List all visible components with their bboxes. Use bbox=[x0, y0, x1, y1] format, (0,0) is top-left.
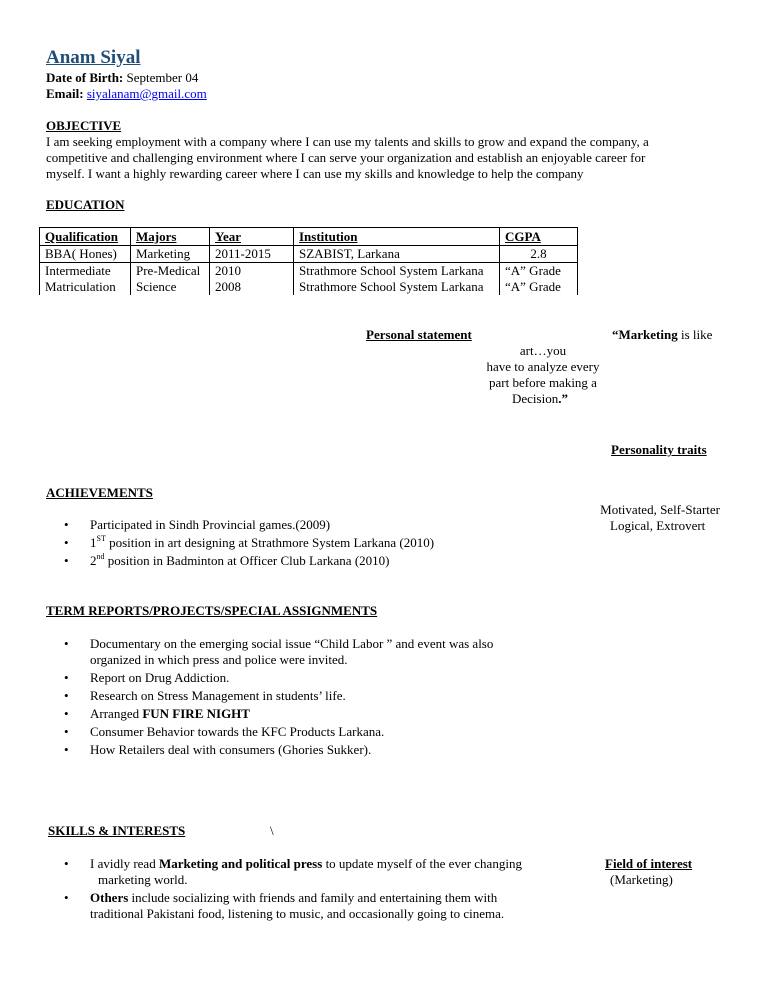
table-row bbox=[40, 279, 578, 295]
cell-year: 2011-2015 bbox=[210, 246, 294, 263]
statement-line-2: have to analyze every bbox=[486, 359, 600, 374]
list-item bbox=[64, 856, 522, 888]
objective-heading: OBJECTIVE bbox=[46, 118, 122, 133]
cell-institution: SZABIST, Larkana bbox=[294, 246, 500, 263]
cell-majors: Pre-Medical bbox=[131, 263, 210, 280]
item-text-cont: organized in which press and police were invited. bbox=[90, 652, 348, 667]
list-item: • Report on Drug Addiction. bbox=[64, 670, 493, 686]
ordinal-suffix: nd bbox=[96, 552, 105, 561]
education-heading: EDUCATION bbox=[46, 197, 125, 212]
cell-cgpa: 2.8 bbox=[500, 246, 578, 263]
objective-line-3: myself. I want a highly rewarding career where I can use my skills and knowledge to help the company bbox=[46, 166, 584, 181]
col-cgpa: CGPA bbox=[500, 228, 578, 246]
item-bold: Others bbox=[90, 890, 129, 905]
col-qualification: Qualification bbox=[40, 228, 131, 246]
date-of-birth bbox=[46, 70, 198, 86]
cell-qualification: Matriculation bbox=[40, 279, 131, 295]
item-text-cont: marketing world. bbox=[98, 872, 188, 887]
ordinal-suffix: ST bbox=[96, 534, 106, 543]
statement-close: .” bbox=[558, 391, 568, 406]
statement-line-1: art…you bbox=[519, 343, 567, 358]
table-row bbox=[40, 263, 578, 280]
cell-qualification: BBA( Hones) bbox=[40, 246, 131, 263]
item-text: position in art designing at Strathmore System Larkana (2010) bbox=[105, 535, 435, 550]
cell-majors: Marketing bbox=[131, 246, 210, 263]
item-text-rest: to update myself of the ever changing bbox=[322, 856, 522, 871]
list-item bbox=[64, 535, 434, 551]
item-text: position in Badminton at Officer Club Larkana (2010) bbox=[104, 553, 390, 568]
skills-list bbox=[64, 856, 522, 922]
education-table bbox=[39, 227, 578, 295]
cell-year: 2008 bbox=[210, 279, 294, 295]
item-text-cont: traditional Pakistani food, listening to music, and occasionally going to cinema. bbox=[90, 906, 505, 921]
col-institution: Institution bbox=[294, 228, 500, 246]
item-text-rest: include socializing with friends and family and entertaining them with bbox=[128, 890, 498, 905]
item-text: Arranged bbox=[90, 706, 143, 721]
email-label: Email: bbox=[46, 86, 84, 101]
candidate-name: Anam Siyal bbox=[46, 47, 141, 68]
table-row bbox=[40, 246, 578, 263]
cell-majors: Science bbox=[131, 279, 210, 295]
trait-line-1: Motivated, Self-Starter bbox=[600, 502, 720, 517]
list-item bbox=[64, 890, 522, 922]
list-item: • Research on Stress Management in students’ life. bbox=[64, 688, 493, 704]
table-header-row bbox=[40, 228, 578, 246]
statement-line-3: part before making a bbox=[489, 375, 597, 390]
objective-line-2: competitive and challenging environment where I can serve your organization and establish an enjoyable career for bbox=[46, 150, 646, 165]
reports-list bbox=[64, 636, 493, 758]
statement-line-4 bbox=[512, 391, 568, 407]
item-text: Documentary on the emerging social issue “Child Labor ” and event was also bbox=[90, 636, 494, 651]
cell-institution: Strathmore School System Larkana bbox=[294, 263, 500, 280]
personality-traits-heading: Personality traits bbox=[611, 442, 707, 457]
list-item: • Participated in Sindh Provincial games.(2009) bbox=[64, 517, 434, 533]
col-year: Year bbox=[210, 228, 294, 246]
list-item bbox=[64, 706, 493, 722]
objective-line-1: I am seeking employment with a company where I can use my talents and skills to grow and expand the company, a bbox=[46, 134, 649, 149]
ordinal-number: 1 bbox=[90, 535, 97, 550]
list-item: • How Retailers deal with consumers (Ghories Sukker). bbox=[64, 742, 493, 758]
quote-rest: is like bbox=[677, 327, 713, 342]
cell-cgpa: “A” Grade bbox=[500, 263, 578, 280]
cell-year: 2010 bbox=[210, 263, 294, 280]
ordinal-number: 2 bbox=[90, 553, 97, 568]
cell-qualification: Intermediate bbox=[40, 263, 131, 280]
field-of-interest-value: (Marketing) bbox=[610, 872, 673, 887]
list-item: • Consumer Behavior towards the KFC Products Larkana. bbox=[64, 724, 493, 740]
personal-statement-heading: Personal statement bbox=[366, 327, 472, 342]
term-reports-heading: TERM REPORTS/PROJECTS/SPECIAL ASSIGNMENTS bbox=[46, 603, 378, 618]
cell-cgpa: “A” Grade bbox=[500, 279, 578, 295]
quote-bold: “Marketing bbox=[612, 327, 678, 342]
trait-line-2: Logical, Extrovert bbox=[610, 518, 706, 533]
item-bold: FUN FIRE NIGHT bbox=[142, 706, 250, 721]
statement-last-word: Decision bbox=[512, 391, 559, 406]
dob-value: September 04 bbox=[126, 70, 199, 85]
item-text: I avidly read bbox=[90, 856, 159, 871]
achievements-list bbox=[64, 517, 434, 569]
field-of-interest-heading: Field of interest bbox=[605, 856, 693, 871]
skills-heading: SKILLS & INTERESTS bbox=[48, 823, 186, 838]
statement-quote-start bbox=[612, 327, 712, 343]
cell-institution: Strathmore School System Larkana bbox=[294, 279, 500, 295]
list-item bbox=[64, 553, 434, 569]
email-link[interactable]: siyalanam@gmail.com bbox=[86, 86, 207, 101]
item-bold: Marketing and political press bbox=[158, 856, 323, 871]
col-majors: Majors bbox=[131, 228, 210, 246]
list-item bbox=[64, 636, 493, 668]
achievements-heading: ACHIEVEMENTS bbox=[46, 485, 153, 500]
dob-label: Date of Birth: bbox=[46, 70, 124, 85]
stray-backslash: \ bbox=[270, 823, 274, 838]
email-line bbox=[46, 86, 207, 102]
